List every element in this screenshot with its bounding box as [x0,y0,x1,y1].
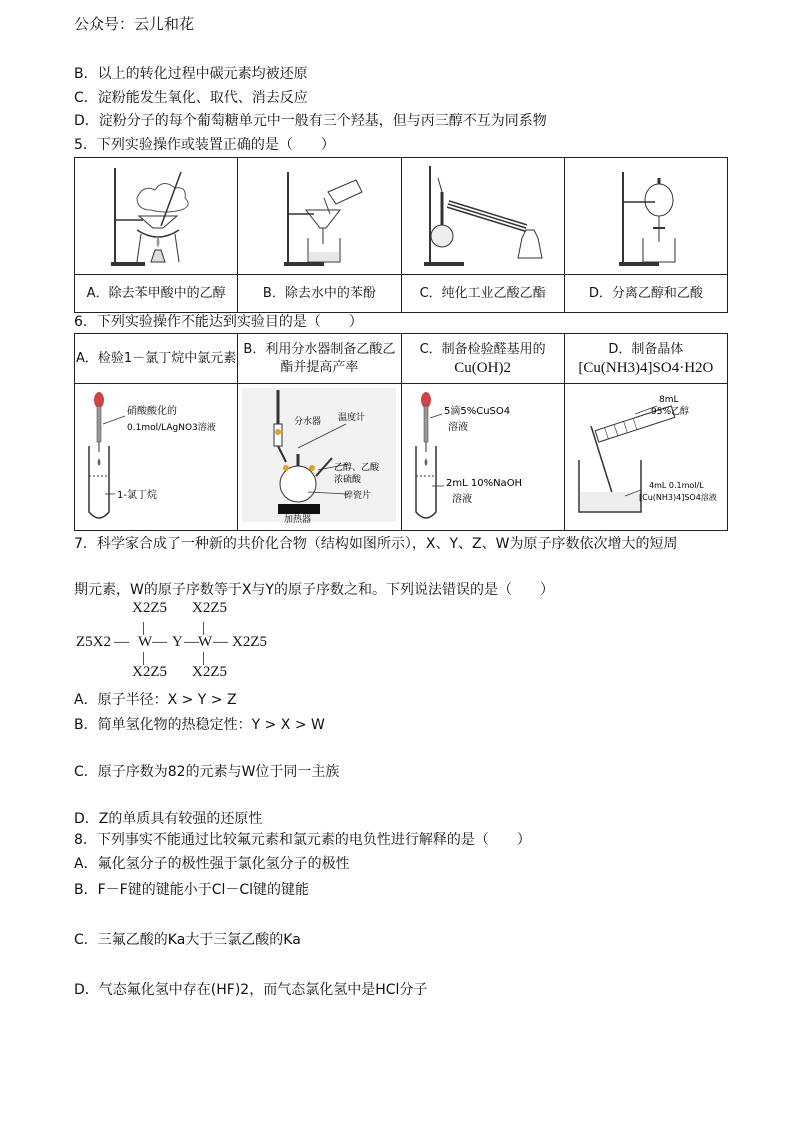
q7-option-c: C．原子序数为82的元素与W位于同一主族 [74,764,340,780]
q6-header-b: B．利用分水器制备乙酸乙酯并提高产率 [238,334,401,384]
q6-b-label-2: 温度计 [338,413,366,423]
q8-option-b: B．F－F键的键能小于Cl－Cl键的键能 [74,882,310,898]
q7-option-b: B．简单氢化物的热稳定性：Y > X > W [74,717,325,733]
q5-figure-b [238,158,401,275]
q6-d-label-4: [Cu(NH3)4]SO4溶液 [638,493,717,502]
q8-option-c: C．三氟乙酸的Ka大于三氯乙酸的Ka [74,932,301,948]
q5-figure-d [564,158,727,275]
q6-b-label-4: 浓硫酸 [334,475,362,485]
q6-a-label-1: 硝酸酸化的 [127,406,178,417]
q6-header-d-formula: [Cu(NH3)4]SO4·H2O [578,359,714,376]
page-header: 公众号：云儿和花 [74,15,195,33]
q7-structure: X2Z5 X2Z5 | | Z5X2 — W — Y — W — X2Z5 | | X2Z5 X2Z5 [76,600,267,680]
q7-struct-w2: W [198,634,213,650]
q6-a-label-3: 1-氯丁烷 [117,490,158,501]
q7-struct-bottom-left: X2Z5 [132,664,167,680]
q6-figure-a [75,384,238,531]
q6-figure-b [238,384,401,531]
q6-stem: 6．下列实验操作不能达到实验目的是（ ） [74,314,363,330]
q7-struct-top-left: X2Z5 [132,600,167,616]
q6-d-label-1: 8mL [658,395,679,405]
q6-c-label-1: 5滴5%CuSO4 [443,406,510,417]
q8-stem: 8．下列事实不能通过比较氟元素和氯元素的电负性进行解释的是（ ） [74,832,531,848]
q6-table [74,333,728,531]
q6-d-label-2: 95%乙醇 [650,407,689,417]
q7-struct-w1: W [138,634,153,650]
q6-a-label-2: 0.1mol/LAgNO3溶液 [127,423,216,433]
q8-option-d: D．气态氟化氢中存在(HF)2，而气态氯化氢中是HCl分子 [74,982,428,998]
q6-b-label-3: 乙醇、乙酸 [334,463,380,473]
q5-caption-d: D．分离乙醇和乙酸 [564,275,727,313]
q6-c-label-2: 溶液 [447,422,468,433]
q4-option-b: B．以上的转化过程中碳元素均被还原 [74,66,308,82]
q7-struct-top-right: X2Z5 [192,600,227,616]
q6-header-c-text: C．制备检验醛基用的 [419,341,546,357]
q6-header-c-formula: Cu(OH)2 [454,359,511,376]
q5-caption-b: B．除去水中的苯酚 [238,275,401,313]
q6-b-label-1: 分水器 [294,417,322,427]
q5-figure-c [401,158,564,275]
q7-stem-line2: 期元素，W的原子序数等于X与Y的原子序数之和。下列说法错误的是（ ） [74,582,554,598]
q6-b-label-6: 加热器 [284,515,312,525]
q6-d-label-3: 4mL 0.1mol/L [648,481,704,490]
q6-figure-d [564,384,727,531]
q7-option-a: A．原子半径：X > Y > Z [74,692,237,708]
q5-caption-a: A．除去苯甲酸中的乙醇 [75,275,238,313]
q4-option-d: D．淀粉分子的每个葡萄糖单元中一般有三个羟基，但与丙三醇不互为同系物 [74,113,547,129]
q5-stem: 5．下列实验操作或装置正确的是（ ） [74,137,335,153]
q5-figure-a [75,158,238,275]
q7-struct-left: Z5X2 [76,634,111,650]
q6-b-label-5: 碎瓷片 [344,491,372,501]
q7-struct-right: X2Z5 [232,634,267,650]
q6-c-label-3: 2mL 10%NaOH [445,478,522,489]
q6-header-d-text: D．制备晶体 [608,341,684,357]
q7-option-d: D．Z的单质具有较强的还原性 [74,811,263,827]
q5-caption-c: C．纯化工业乙酸乙酯 [401,275,564,313]
q7-struct-y: Y [172,634,183,650]
q7-struct-bottom-right: X2Z5 [192,664,227,680]
q6-figure-c [401,384,564,531]
q6-c-label-4: 溶液 [451,494,472,505]
q6-header-c [401,334,564,384]
q7-stem-line1: 7．科学家合成了一种新的共价化合物（结构如图所示），X、Y、Z、W为原子序数依次增大的短周 [74,536,678,552]
q5-table [74,157,728,313]
q6-header-a: A．检验1－氯丁烷中氯元素 [75,334,238,384]
q6-header-d [564,334,727,384]
q4-option-c: C．淀粉能发生氧化、取代、消去反应 [74,90,308,106]
q8-option-a: A．氟化氢分子的极性强于氯化氢分子的极性 [74,856,350,872]
